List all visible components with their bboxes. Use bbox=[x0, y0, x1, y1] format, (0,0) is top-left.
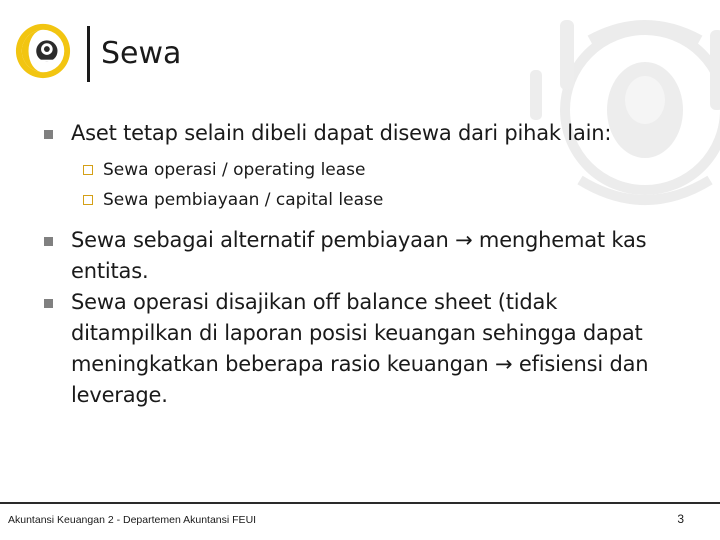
makara-university-logo-icon bbox=[14, 22, 72, 80]
footer-course-label: Akuntansi Keuangan 2 - Departemen Akuntansi FEUI bbox=[8, 514, 257, 526]
bullet-item bbox=[43, 225, 683, 287]
slide-title: Sewa bbox=[101, 36, 182, 71]
bullet-text: Sewa sebagai alternatif pembiayaan → menghemat kas entitas. bbox=[71, 228, 647, 283]
bullet-item bbox=[43, 118, 683, 149]
bullet-item bbox=[43, 287, 683, 411]
slide-content bbox=[43, 118, 683, 411]
checkbox-bullet-icon bbox=[83, 165, 93, 175]
bullet-text: Aset tetap selain dibeli dapat disewa dari pihak lain: bbox=[71, 121, 612, 145]
sub-bullet-text: Sewa pembiayaan / capital lease bbox=[103, 190, 384, 210]
checkbox-bullet-icon bbox=[83, 195, 93, 205]
square-bullet-icon bbox=[44, 237, 53, 246]
square-bullet-icon bbox=[44, 130, 53, 139]
sub-bullet-text: Sewa operasi / operating lease bbox=[103, 160, 366, 180]
title-divider bbox=[87, 26, 90, 82]
footer-divider bbox=[0, 502, 720, 504]
square-bullet-icon bbox=[44, 299, 53, 308]
page-number: 3 bbox=[677, 512, 684, 526]
bullet-text: Sewa operasi disajikan off balance sheet (tidak ditampilkan di laporan posisi keuangan sehingga dapat meningkatkan beberapa rasio keuangan → efisiensi dan leverage. bbox=[71, 290, 649, 407]
sub-bullet-item bbox=[43, 185, 683, 215]
sub-bullet-item bbox=[43, 155, 683, 185]
